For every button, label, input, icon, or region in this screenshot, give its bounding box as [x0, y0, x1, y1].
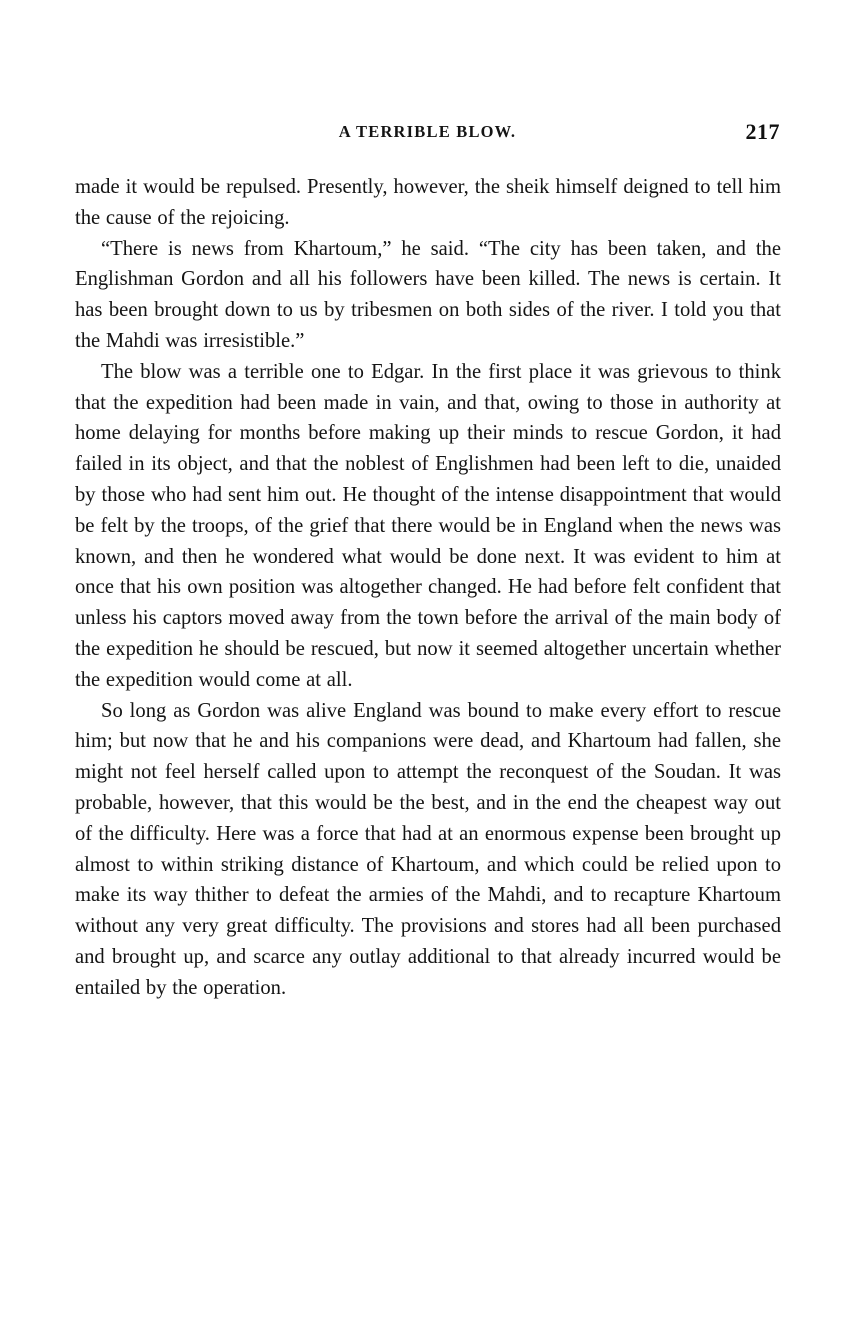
paragraph-2: “There is news from Khartoum,” he said. “The city has been taken, and the Englishman Gordon and all his followers have been killed. The news is certain. It has been brought down to us by tribesmen on both sides of the river. I told you that the Mahdi was irresistible.” [75, 237, 781, 352]
page-header [75, 119, 780, 148]
paragraph-1: made it would be repulsed. Presently, however, the sheik himself deigned to tell him the cause of the rejoicing. [75, 176, 781, 229]
running-head: A TERRIBLE BLOW. [338, 122, 517, 141]
paragraph-4: So long as Gordon was alive England was bound to make every effort to rescue him; but now that he and his companions were dead, and Khartoum had fallen, she might not feel herself called upon to attempt the reconquest of the Soudan. It was probable, however, that this would be the best, and in the end the cheapest way out of the difficulty. Here was a force that had at an enormous expense been brought up almost to within striking distance of Khartoum, and which could be relied upon to make its way thither to defeat the armies of the Mahdi, and to recapture Khartoum without any very great difficulty. The provisions and stores had all been purchased and brought up, and scarce any outlay additional to that already incurred would be entailed by the operation. [75, 699, 781, 999]
page-body [75, 172, 781, 1004]
page-number: 217 [745, 119, 780, 144]
paragraph-3: The blow was a terrible one to Edgar. In the first place it was grievous to think that the expedition had been made in vain, and that, owing to those in authority at home delaying for months before making up their minds to rescue Gordon, it had failed in its object, and that the noblest of Englishmen had been left to die, unaided by those who had sent him out. He thought of the intense disappointment that would be felt by the troops, of the grief that there would be in England when the news was known, and then he wondered what would be done next. It was evident to him at once that his own position was altogether changed. He had before felt confident that unless his captors moved away from the town before the arrival of the main body of the expedition he should be rescued, but now it seemed altogether uncertain whether the expedition would come at all. [75, 360, 781, 691]
